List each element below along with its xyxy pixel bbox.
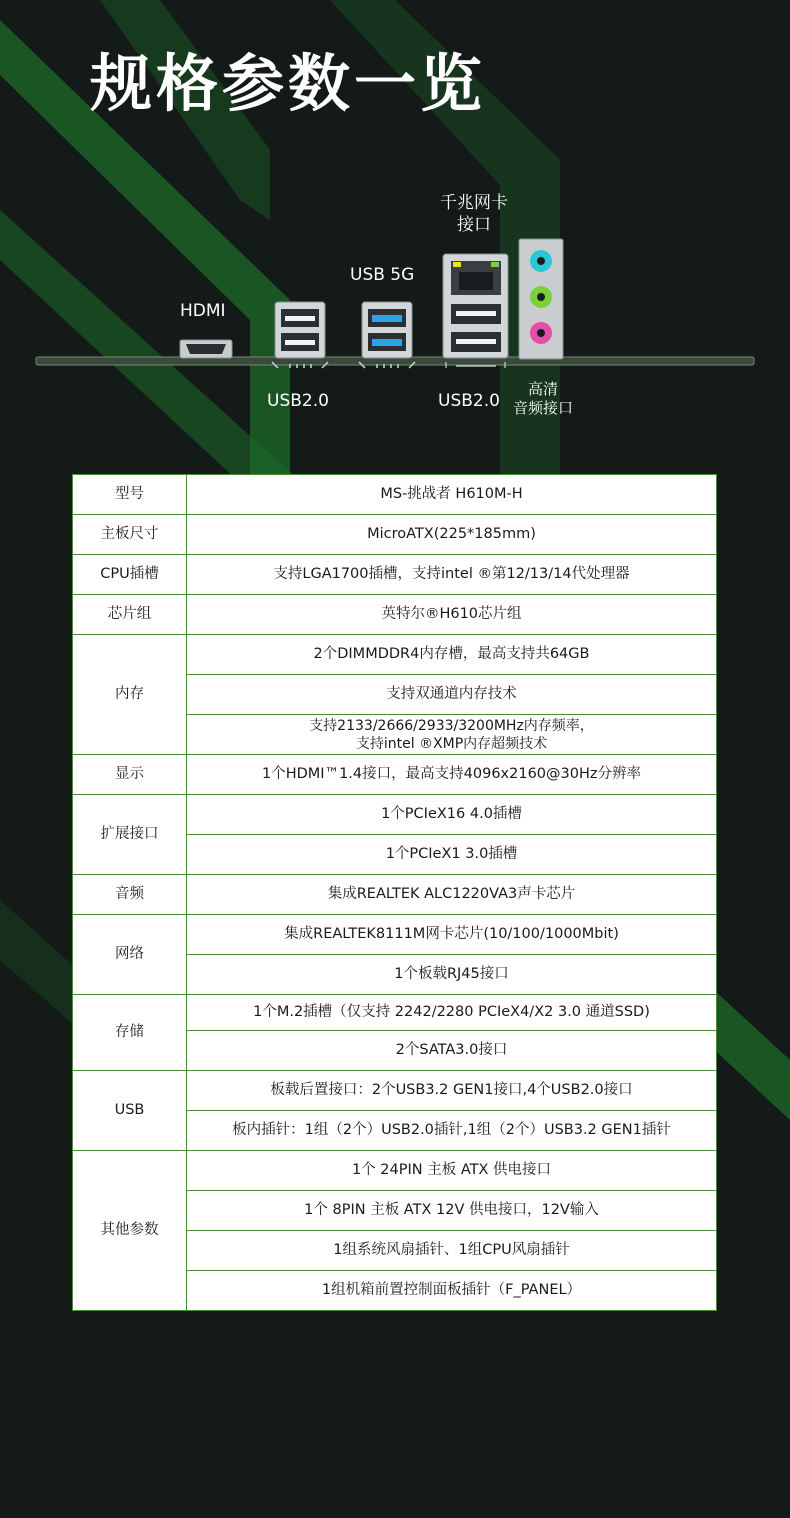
- lan-usb-port-icon: [443, 254, 508, 368]
- table-row: [73, 475, 717, 515]
- spec-label: 显示: [73, 755, 187, 795]
- spec-value: 1个板载RJ45接口: [187, 955, 717, 995]
- spec-value: 板载后置接口：2个USB3.2 GEN1接口,4个USB2.0接口: [187, 1071, 717, 1111]
- lan-label-line1: 千兆网卡: [440, 193, 508, 213]
- table-row: [73, 595, 717, 635]
- spec-label: 内存: [73, 635, 187, 755]
- spec-label: 存储: [73, 995, 187, 1071]
- table-row: [73, 555, 717, 595]
- spec-value-line: 支持2133/2666/2933/3200MHz内存频率，: [309, 717, 594, 734]
- spec-value: 1组机箱前置控制面板插针（F_PANEL）: [187, 1271, 717, 1311]
- table-row: [73, 755, 717, 795]
- table-row: [73, 995, 717, 1031]
- spec-label: 其他参数: [73, 1151, 187, 1311]
- spec-value: 支持LGA1700插槽，支持intel ®第12/13/14代处理器: [187, 555, 717, 595]
- spec-label: 主板尺寸: [73, 515, 187, 555]
- hdmi-port-icon: [180, 340, 232, 358]
- table-row: [73, 515, 717, 555]
- spec-value: 1个M.2插槽（仅支持 2242/2280 PCIeX4/X2 3.0 通道SSD): [187, 995, 717, 1031]
- spec-label: CPU插槽: [73, 555, 187, 595]
- spec-value: 集成REALTEK8111M网卡芯片(10/100/1000Mbit): [187, 915, 717, 955]
- spec-value: 2个DIMMDDR4内存槽，最高支持共64GB: [187, 635, 717, 675]
- spec-value: 1个 8PIN 主板 ATX 12V 供电接口，12V输入: [187, 1191, 717, 1231]
- spec-label: 音频: [73, 875, 187, 915]
- spec-value: 支持双通道内存技术: [187, 675, 717, 715]
- usb5g-port-icon: [359, 302, 415, 368]
- usb20-left-label: USB2.0: [267, 391, 329, 411]
- usb20-left-port-icon: [272, 302, 328, 368]
- spec-label: 网络: [73, 915, 187, 995]
- table-row: [73, 915, 717, 955]
- spec-value: 1个HDMI™1.4接口，最高支持4096x2160@30Hz分辨率: [187, 755, 717, 795]
- table-row: [73, 635, 717, 675]
- audio-label: [510, 380, 576, 418]
- hdmi-label: HDMI: [180, 301, 226, 321]
- spec-value: 1个PCIeX1 3.0插槽: [187, 835, 717, 875]
- spec-value: 1组系统风扇插针、1组CPU风扇插针: [187, 1231, 717, 1271]
- spec-value: MicroATX(225*185mm): [187, 515, 717, 555]
- table-row: [73, 875, 717, 915]
- page-title: 规格参数一览: [90, 47, 487, 120]
- spec-label: USB: [73, 1071, 187, 1151]
- spec-value: 英特尔®H610芯片组: [187, 595, 717, 635]
- spec-label: 型号: [73, 475, 187, 515]
- table-row: [73, 1071, 717, 1111]
- table-row: [73, 1151, 717, 1191]
- spec-value: 2个SATA3.0接口: [187, 1031, 717, 1071]
- spec-value-line: 支持intel ®XMP内存超频技术: [355, 735, 548, 752]
- spec-value: 1个PCIeX16 4.0插槽: [187, 795, 717, 835]
- spec-value: [187, 715, 717, 755]
- audio-label-line2: 音频接口: [512, 399, 573, 417]
- spec-value: 集成REALTEK ALC1220VA3声卡芯片: [187, 875, 717, 915]
- spec-value: 1个 24PIN 主板 ATX 供电接口: [187, 1151, 717, 1191]
- spec-label: 扩展接口: [73, 795, 187, 875]
- rear-io-illustration: [0, 0, 790, 460]
- audio-jacks-icon: [519, 239, 563, 359]
- spec-table: [72, 474, 717, 1311]
- spec-value: MS-挑战者 H610M-H: [187, 475, 717, 515]
- table-row: [73, 795, 717, 835]
- audio-label-line1: 高清: [527, 380, 558, 398]
- lan-label-line2: 接口: [457, 215, 491, 235]
- usb20-right-label: USB2.0: [438, 391, 500, 411]
- usb5g-label: USB 5G: [350, 265, 415, 285]
- spec-label: 芯片组: [73, 595, 187, 635]
- spec-value: 板内插针：1组（2个）USB2.0插针,1组（2个）USB3.2 GEN1插针: [187, 1111, 717, 1151]
- lan-label: [436, 192, 512, 236]
